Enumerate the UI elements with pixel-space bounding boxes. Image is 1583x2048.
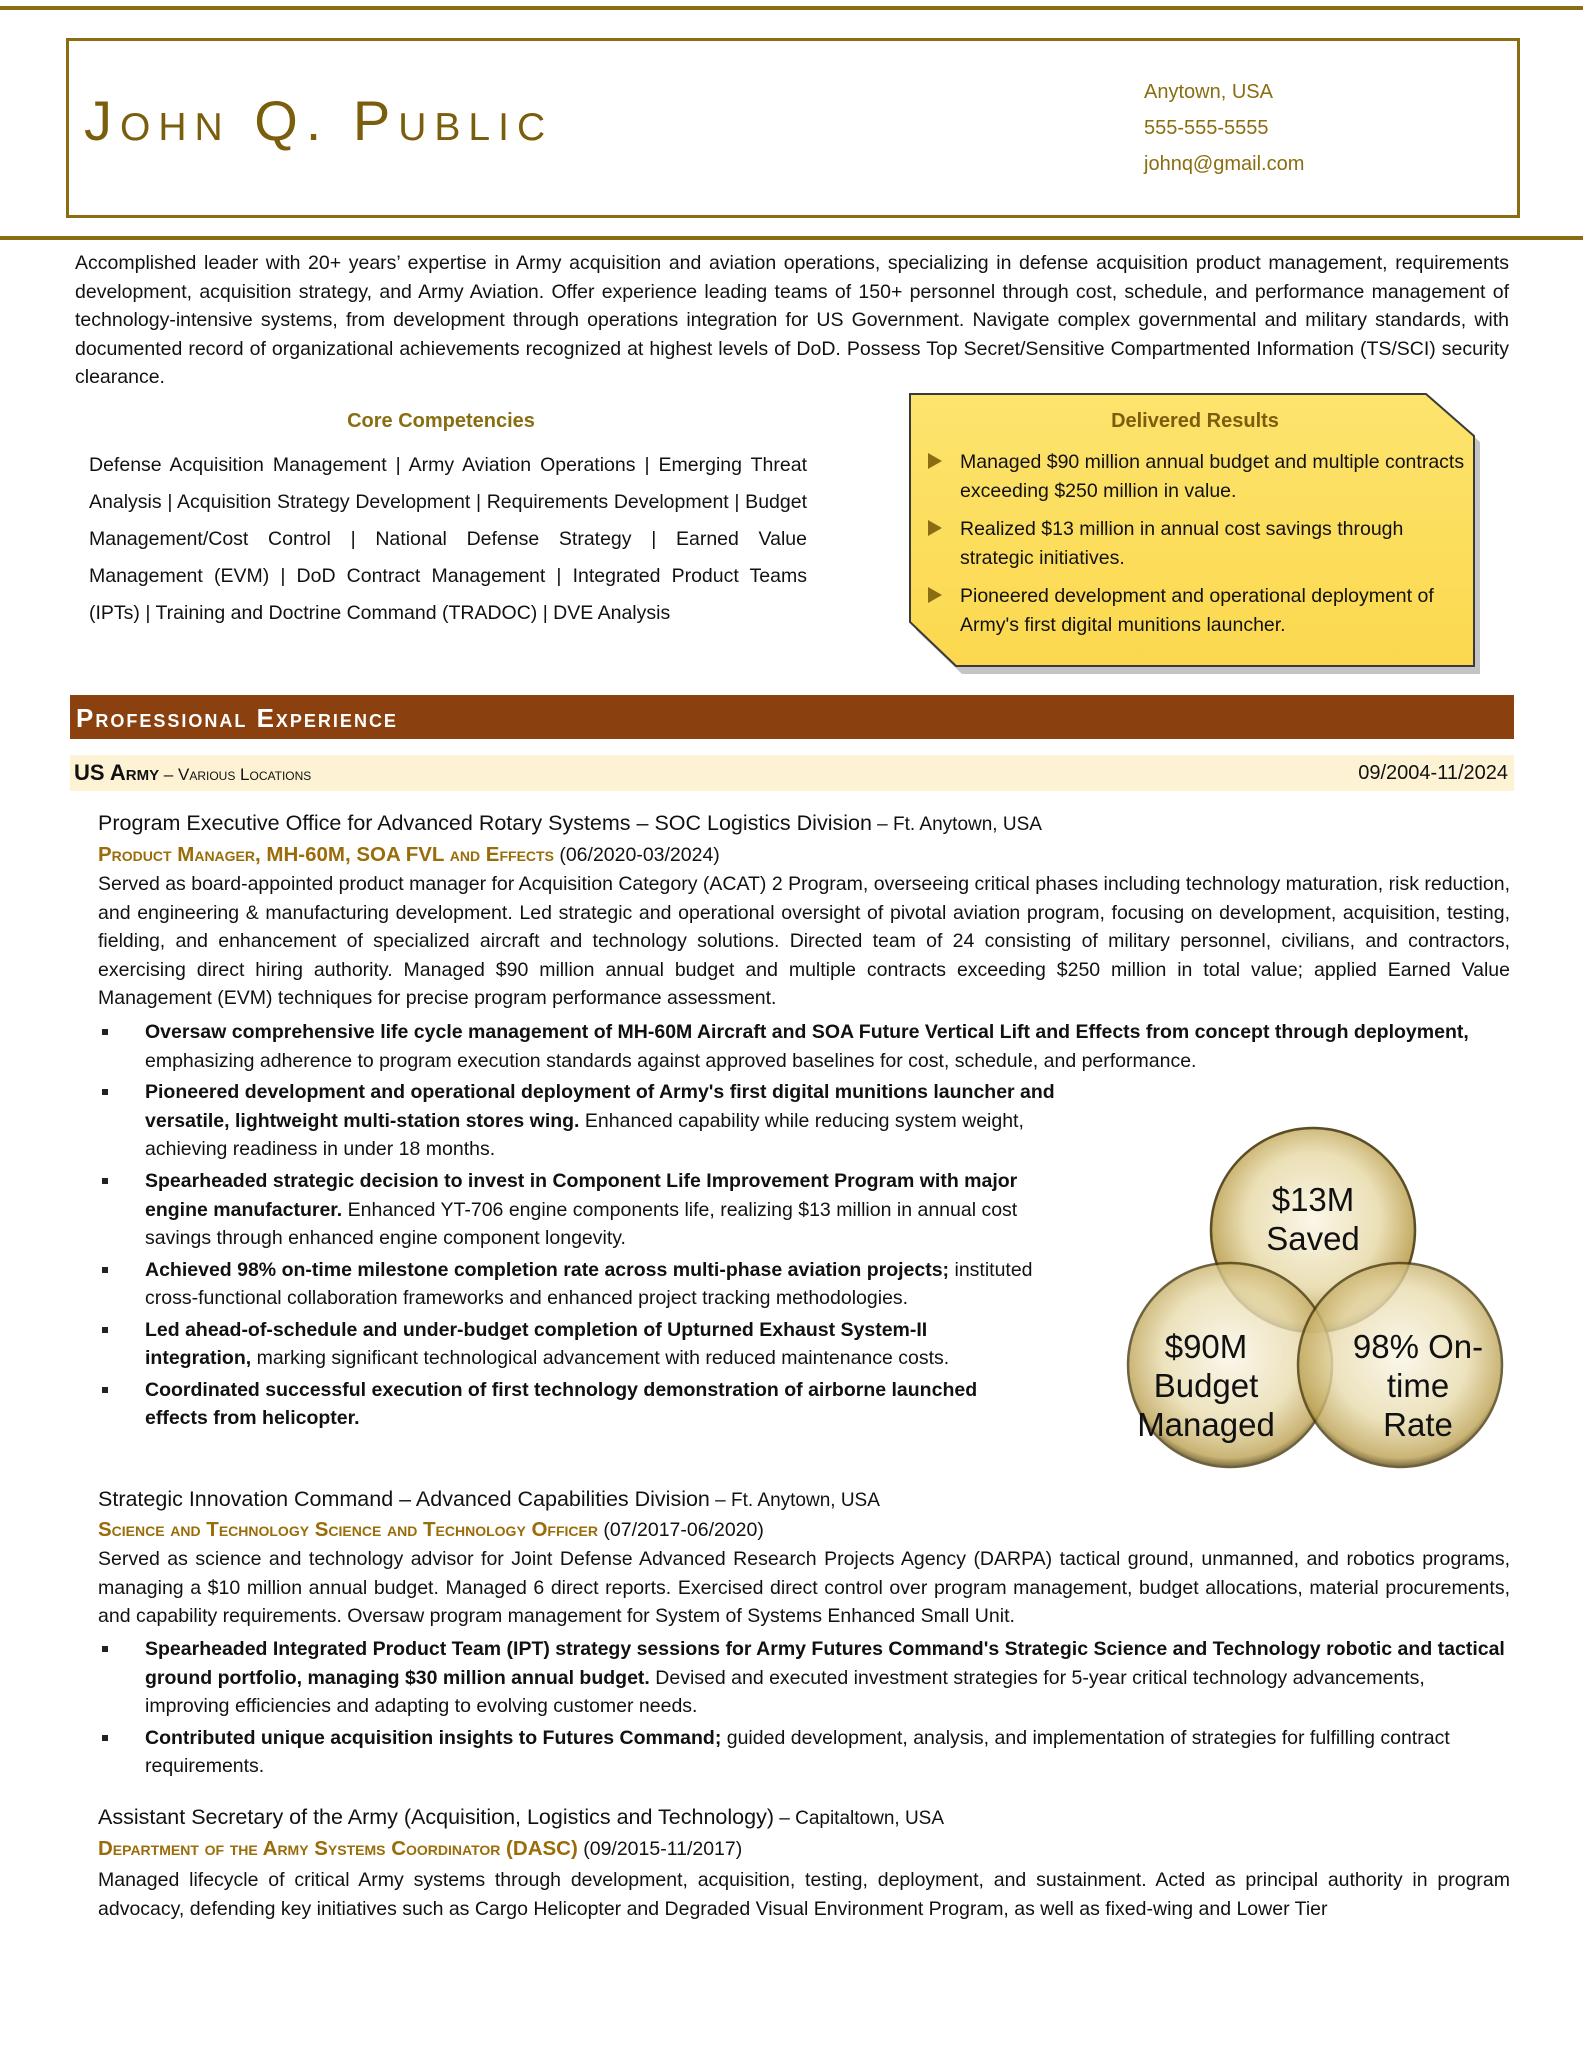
bullet-item: Spearheaded Integrated Product Team (IPT) strategy sessions for Army Futures Command's Strategic Science and Technology robotic and tactical ground portfolio, managing $30 million annual budget. Devised and executed investment strategies for 5-year critical technology advancements, improving efficiencies and adapting to evolving customer needs. [98, 1635, 1510, 1721]
position-bullets [98, 1635, 1510, 1784]
contact-city: Anytown, USA [1144, 81, 1273, 103]
contact-email: johnq@gmail.com [1144, 153, 1305, 175]
competencies-text: Defense Acquisition Management | Army Aviation Operations | Emerging Threat Analysis | Acquisition Strategy Development | Requirements Development | Budget Management/Cost Control | National Defense Strategy | Earned Value Management (EVM) | DoD Contract Management | Integrated Product Teams (IPTs) | Training and Doctrine Command (TRADOC) | DVE Analysis [89, 454, 807, 624]
position-title: Department of the Army Systems Coordinator (DASC) (09/2015-11/2017) [98, 1837, 743, 1860]
results-title: Delivered Results [1111, 410, 1279, 432]
results-item: Realized $13 million in annual cost savings through strategic initiatives. [926, 515, 1471, 572]
bullet-item: Spearheaded strategic decision to invest in Component Life Improvement Program with major engine manufacturer. Enhanced YT-706 engine components life, realizing $13 million in annual cost savings through enhanced engine component longevity. [98, 1167, 1038, 1253]
triangle-bullet-icon [928, 453, 942, 469]
position-description: Served as board-appointed product manager for Acquisition Category (ACAT) 2 Program, overseeing critical phases including technology maturation, risk reduction, and engineering & manufacturing development. Led strategic and operational oversight of pivotal aviation program, focusing on development, acquisition, testing, fielding, and enhancement of specialized aircraft and technology solutions. Directed team of 24 consisting of military personnel, civilians, and contractors, exercising direct hiring authority. Managed $90 million annual budget and multiple contracts exceeding $250 million in total value; applied Earned Value Management (EVM) techniques for precise program performance assessment. [98, 873, 1510, 1009]
venn-label-right-line3: Rate [1383, 1406, 1453, 1443]
header-bottom-rule [0, 236, 1583, 240]
bullet-item: Contributed unique acquisition insights to Futures Command; guided development, analysis, and implementation of strategies for fulfilling contract requirements. [98, 1724, 1510, 1781]
candidate-name: John Q. Public [84, 89, 554, 152]
position-description: Managed lifecycle of critical Army systems through development, acquisition, testing, deployment, and sustainment. Acted as principal authority in program advocacy, defending key initiatives such as Cargo Helicopter and Degraded Visual Environment Program, as well as fixed-wing and Lower Tier [98, 1869, 1510, 1920]
employer-bar [70, 755, 1514, 791]
position-bullets [98, 1167, 1038, 1436]
bullet-item: Coordinated successful execution of first technology demonstration of airborne launched effects from helicopter. [98, 1376, 1038, 1433]
venn-label-right-line2: time [1386, 1367, 1450, 1404]
top-rule [0, 6, 1583, 10]
venn-label-top-line1: $13M [1271, 1181, 1355, 1218]
employer-location: – Various Locations [159, 765, 312, 784]
position-title: Science and Technology Science and Technology Officer (07/2017-06/2020) [98, 1518, 764, 1541]
results-item: Pioneered development and operational deployment of Army's first digital munitions launcher. [926, 582, 1471, 639]
bullet-item: Achieved 98% on-time milestone completion rate across multi-phase aviation projects; instituted cross-functional collaboration frameworks and enhanced project tracking methodologies. [98, 1256, 1038, 1313]
employer-dates: 09/2004-11/2024 [1358, 762, 1508, 784]
results-item: Managed $90 million annual budget and multiple contracts exceeding $250 million in value. [926, 448, 1471, 505]
triangle-bullet-icon [928, 587, 942, 603]
position-org: Assistant Secretary of the Army (Acquisition, Logistics and Technology) – Capitaltown, USA [98, 1805, 945, 1829]
employer-name: US Army – Various Locations [74, 760, 312, 785]
position-org: Strategic Innovation Command – Advanced Capabilities Division – Ft. Anytown, USA [98, 1487, 880, 1511]
contact-block [1144, 74, 1304, 182]
bullet-item: Oversaw comprehensive life cycle management of MH-60M Aircraft and SOA Future Vertical Lift and Effects from concept through deployment, emphasizing adherence to program execution standards against approved baselines for cost, schedule, and performance. [98, 1018, 1510, 1075]
bullet-item: Led ahead-of-schedule and under-budget completion of Upturned Exhaust System-II integration, marking significant technological advancement with reduced maintenance costs. [98, 1316, 1038, 1373]
section-header-experience [70, 695, 1514, 739]
bullet-item: Pioneered development and operational deployment of Army's first digital munitions launcher and versatile, lightweight multi-station stores wing. Enhanced capability while reducing system weight, achieving readiness in under 18 months. [98, 1078, 1105, 1164]
contact-phone: 555-555-5555 [1144, 117, 1269, 139]
section-title: Professional Experience [76, 703, 398, 733]
triangle-bullet-icon [928, 520, 942, 536]
results-list [926, 448, 1471, 649]
competencies-title: Core Competencies [347, 410, 535, 432]
position-org: Program Executive Office for Advanced Rotary Systems – SOC Logistics Division – Ft. Anytown, USA [98, 811, 1042, 835]
venn-label-left-line3: Managed [1137, 1406, 1275, 1443]
venn-label-left-line1: $90M [1164, 1328, 1248, 1365]
venn-label-left-line2: Budget [1153, 1367, 1259, 1404]
summary-paragraph: Accomplished leader with 20+ years’ expertise in Army acquisition and aviation operations, specializing in defense acquisition product management, requirements development, acquisition strategy, and Army Aviation. Offer experience leading teams of 150+ personnel through cost, schedule, and performance management of technology-intensive systems, from development through operations integration for US Government. Navigate complex governmental and military standards, with documented record of organizational achievements recognized at highest levels of DoD. Possess Top Secret/Sensitive Compartmented Information (TS/SCI) security clearance. [75, 252, 1509, 388]
position-title: Product Manager, MH-60M, SOA FVL and Effects (06/2020-03/2024) [98, 843, 720, 866]
venn-label-right-line1: 98% On- [1352, 1328, 1484, 1365]
achievement-venn-diagram [1108, 1115, 1518, 1495]
venn-label-top-line2: Saved [1266, 1220, 1360, 1257]
position-description: Served as science and technology advisor for Joint Defense Advanced Research Projects Agency (DARPA) tactical ground, unmanned, and robotics programs, managing a $10 million annual budget. Managed 6 direct reports. Exercised direct control over program management, budget allocations, material procurements, and capability requirements. Oversaw program management for System of Systems Enhanced Small Unit. [98, 1548, 1510, 1627]
